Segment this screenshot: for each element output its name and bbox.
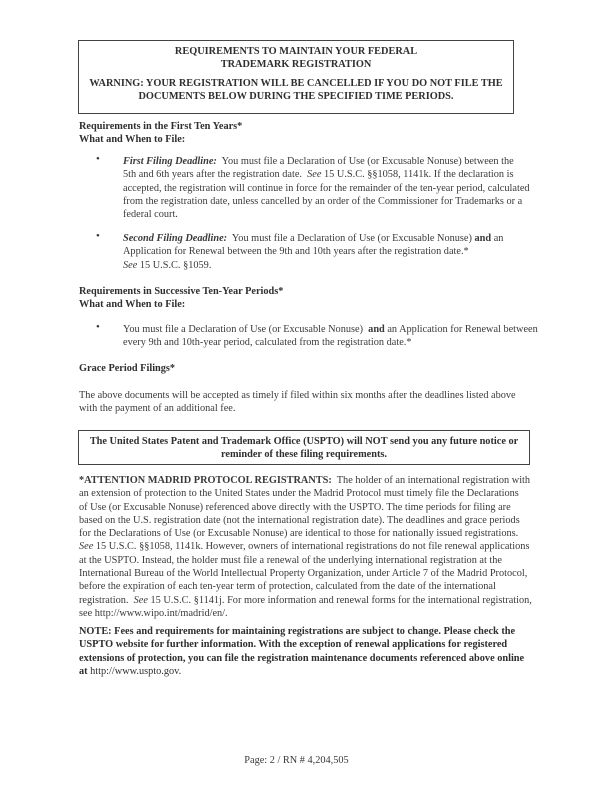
text-line	[123, 323, 538, 336]
text-line: USPTO website for further information. With the exception of renewal applications for registered	[79, 639, 508, 651]
text: 15 U.S.C. §§1058, 1141k. If the declaration is	[324, 169, 514, 181]
text-line	[123, 259, 533, 272]
see-text: See	[79, 541, 94, 553]
text-line: every 9th and 10th-year period, calculated from the registration date.*	[123, 337, 412, 349]
second-filing-lead: Second Filing Deadline:	[123, 233, 228, 244]
text-line	[79, 665, 544, 678]
fees-note-paragraph	[79, 625, 544, 678]
text: You must file a Declaration of Use (or Excusable Nonuse) between the	[221, 156, 514, 167]
grace-period-text	[79, 389, 539, 416]
text-line	[123, 168, 533, 181]
successive-period-item	[123, 323, 538, 350]
text-line: NOTE: Fees and requirements for maintaining registrations are subject to change. Please check the	[79, 626, 516, 637]
grace-period-heading: Grace Period Filings*	[79, 363, 176, 374]
uspto-link[interactable]: http://www.uspto.gov.	[90, 665, 182, 677]
text-line	[123, 232, 533, 245]
text-line: Application for Renewal between the 9th and 10th years after the registration date.*	[123, 246, 469, 258]
heading-line: What and When to File:	[79, 134, 186, 145]
text-line: with the payment of an additional fee.	[79, 403, 236, 415]
text-line	[123, 155, 533, 168]
requirements-header-box	[78, 40, 514, 114]
warning-line-1: WARNING: YOUR REGISTRATION WILL BE CANCELLED IF YOU DO NOT FILE THE	[89, 78, 503, 89]
first-filing-deadline-item	[123, 155, 533, 221]
header-title-line-1: REQUIREMENTS TO MAINTAIN YOUR FEDERAL	[174, 46, 418, 57]
text-line	[79, 474, 539, 487]
text-line	[79, 540, 539, 553]
heading-line: What and When to File:	[79, 299, 186, 310]
text-line: based on the U.S. registration date (not the international registration date). The deadlines and grace periods	[79, 514, 520, 526]
bullet-icon: •	[96, 321, 100, 333]
text-line: for the Declarations of Use (or Excusable Nonuse) are identical to those for nationally issued registrations.	[79, 528, 519, 540]
bullet-icon: •	[96, 230, 100, 242]
text-line: before the expiration of each ten-year term of protection, calculated from the date of the international	[79, 581, 496, 593]
see-text: See	[123, 259, 138, 271]
text: 15 U.S.C. §1141j. For more information and renewal forms for the international registration,	[150, 594, 532, 606]
text-line: accepted, the registration will continue in force for the remainder of the ten-year period, calculated	[123, 182, 530, 194]
text: You must file a Declaration of Use (or Excusable Nonuse)	[123, 324, 364, 335]
text-line: from the registration date, unless cancelled by an order of the Commissioner for Trademarks or a	[123, 195, 523, 207]
first-ten-years-heading	[79, 120, 242, 146]
text-line: at the USPTO. Instead, the holder must file a renewal of the underlying international registration at the	[79, 554, 503, 566]
text: an	[493, 233, 504, 244]
uspto-notice-box	[78, 430, 530, 465]
notice-line-2: reminder of these filing requirements.	[221, 449, 387, 460]
text: registration.	[79, 594, 129, 606]
text-line: federal court.	[123, 209, 178, 221]
text-line: an extension of protection to the United States under the Madrid Protocol must timely file the Declarations	[79, 488, 519, 500]
text-line: of Use (or Excusable Nonuse) referenced above directly with the USPTO. The time periods for filing are	[79, 501, 511, 513]
header-title-line-2: TRADEMARK REGISTRATION	[220, 58, 372, 70]
first-filing-lead: First Filing Deadline:	[123, 156, 217, 167]
text-line: International Bureau of the World Intellectual Property Organization, under Article 7 of the Madrid Protocol,	[79, 568, 528, 580]
text: an Application for Renewal between	[387, 324, 538, 335]
notice-line-1: The United States Patent and Trademark Office (USPTO) will NOT send you any future notice or	[89, 436, 519, 447]
see-text: See	[307, 169, 322, 181]
text: You must file a Declaration of Use (or Excusable Nonuse)	[231, 233, 472, 244]
text: 15 U.S.C. §1059.	[139, 259, 212, 271]
text-line: The above documents will be accepted as timely if filed within six months after the deadlines listed above	[79, 390, 516, 401]
heading-line: Requirements in the First Ten Years*	[79, 121, 243, 132]
see-text: See	[133, 594, 148, 606]
text: The holder of an international registration with	[336, 475, 531, 486]
page-footer: Page: 2 / RN # 4,204,505	[244, 755, 349, 766]
second-filing-deadline-item	[123, 232, 533, 272]
and-text: and	[474, 233, 492, 244]
text: at	[79, 665, 88, 677]
text-line: extensions of protection, you can file the registration maintenance documents referenced above online	[79, 652, 525, 664]
text: 5th and 6th years after the registration date.	[123, 169, 302, 181]
bullet-icon: •	[96, 153, 100, 165]
text-line	[79, 594, 539, 607]
text: 15 U.S.C. §§1058, 1141k. However, owners of international registrations do not file renewal applications	[95, 541, 530, 553]
successive-periods-heading	[79, 285, 283, 311]
heading-line: Requirements in Successive Ten-Year Periods*	[79, 286, 284, 297]
text-line: see http://www.wipo.int/madrid/en/.	[79, 607, 228, 619]
madrid-protocol-paragraph	[79, 474, 539, 620]
and-text: and	[368, 324, 385, 335]
madrid-lead: *ATTENTION MADRID PROTOCOL REGISTRANTS:	[79, 475, 332, 486]
warning-line-2: DOCUMENTS BELOW DURING THE SPECIFIED TIME PERIODS.	[138, 90, 454, 102]
